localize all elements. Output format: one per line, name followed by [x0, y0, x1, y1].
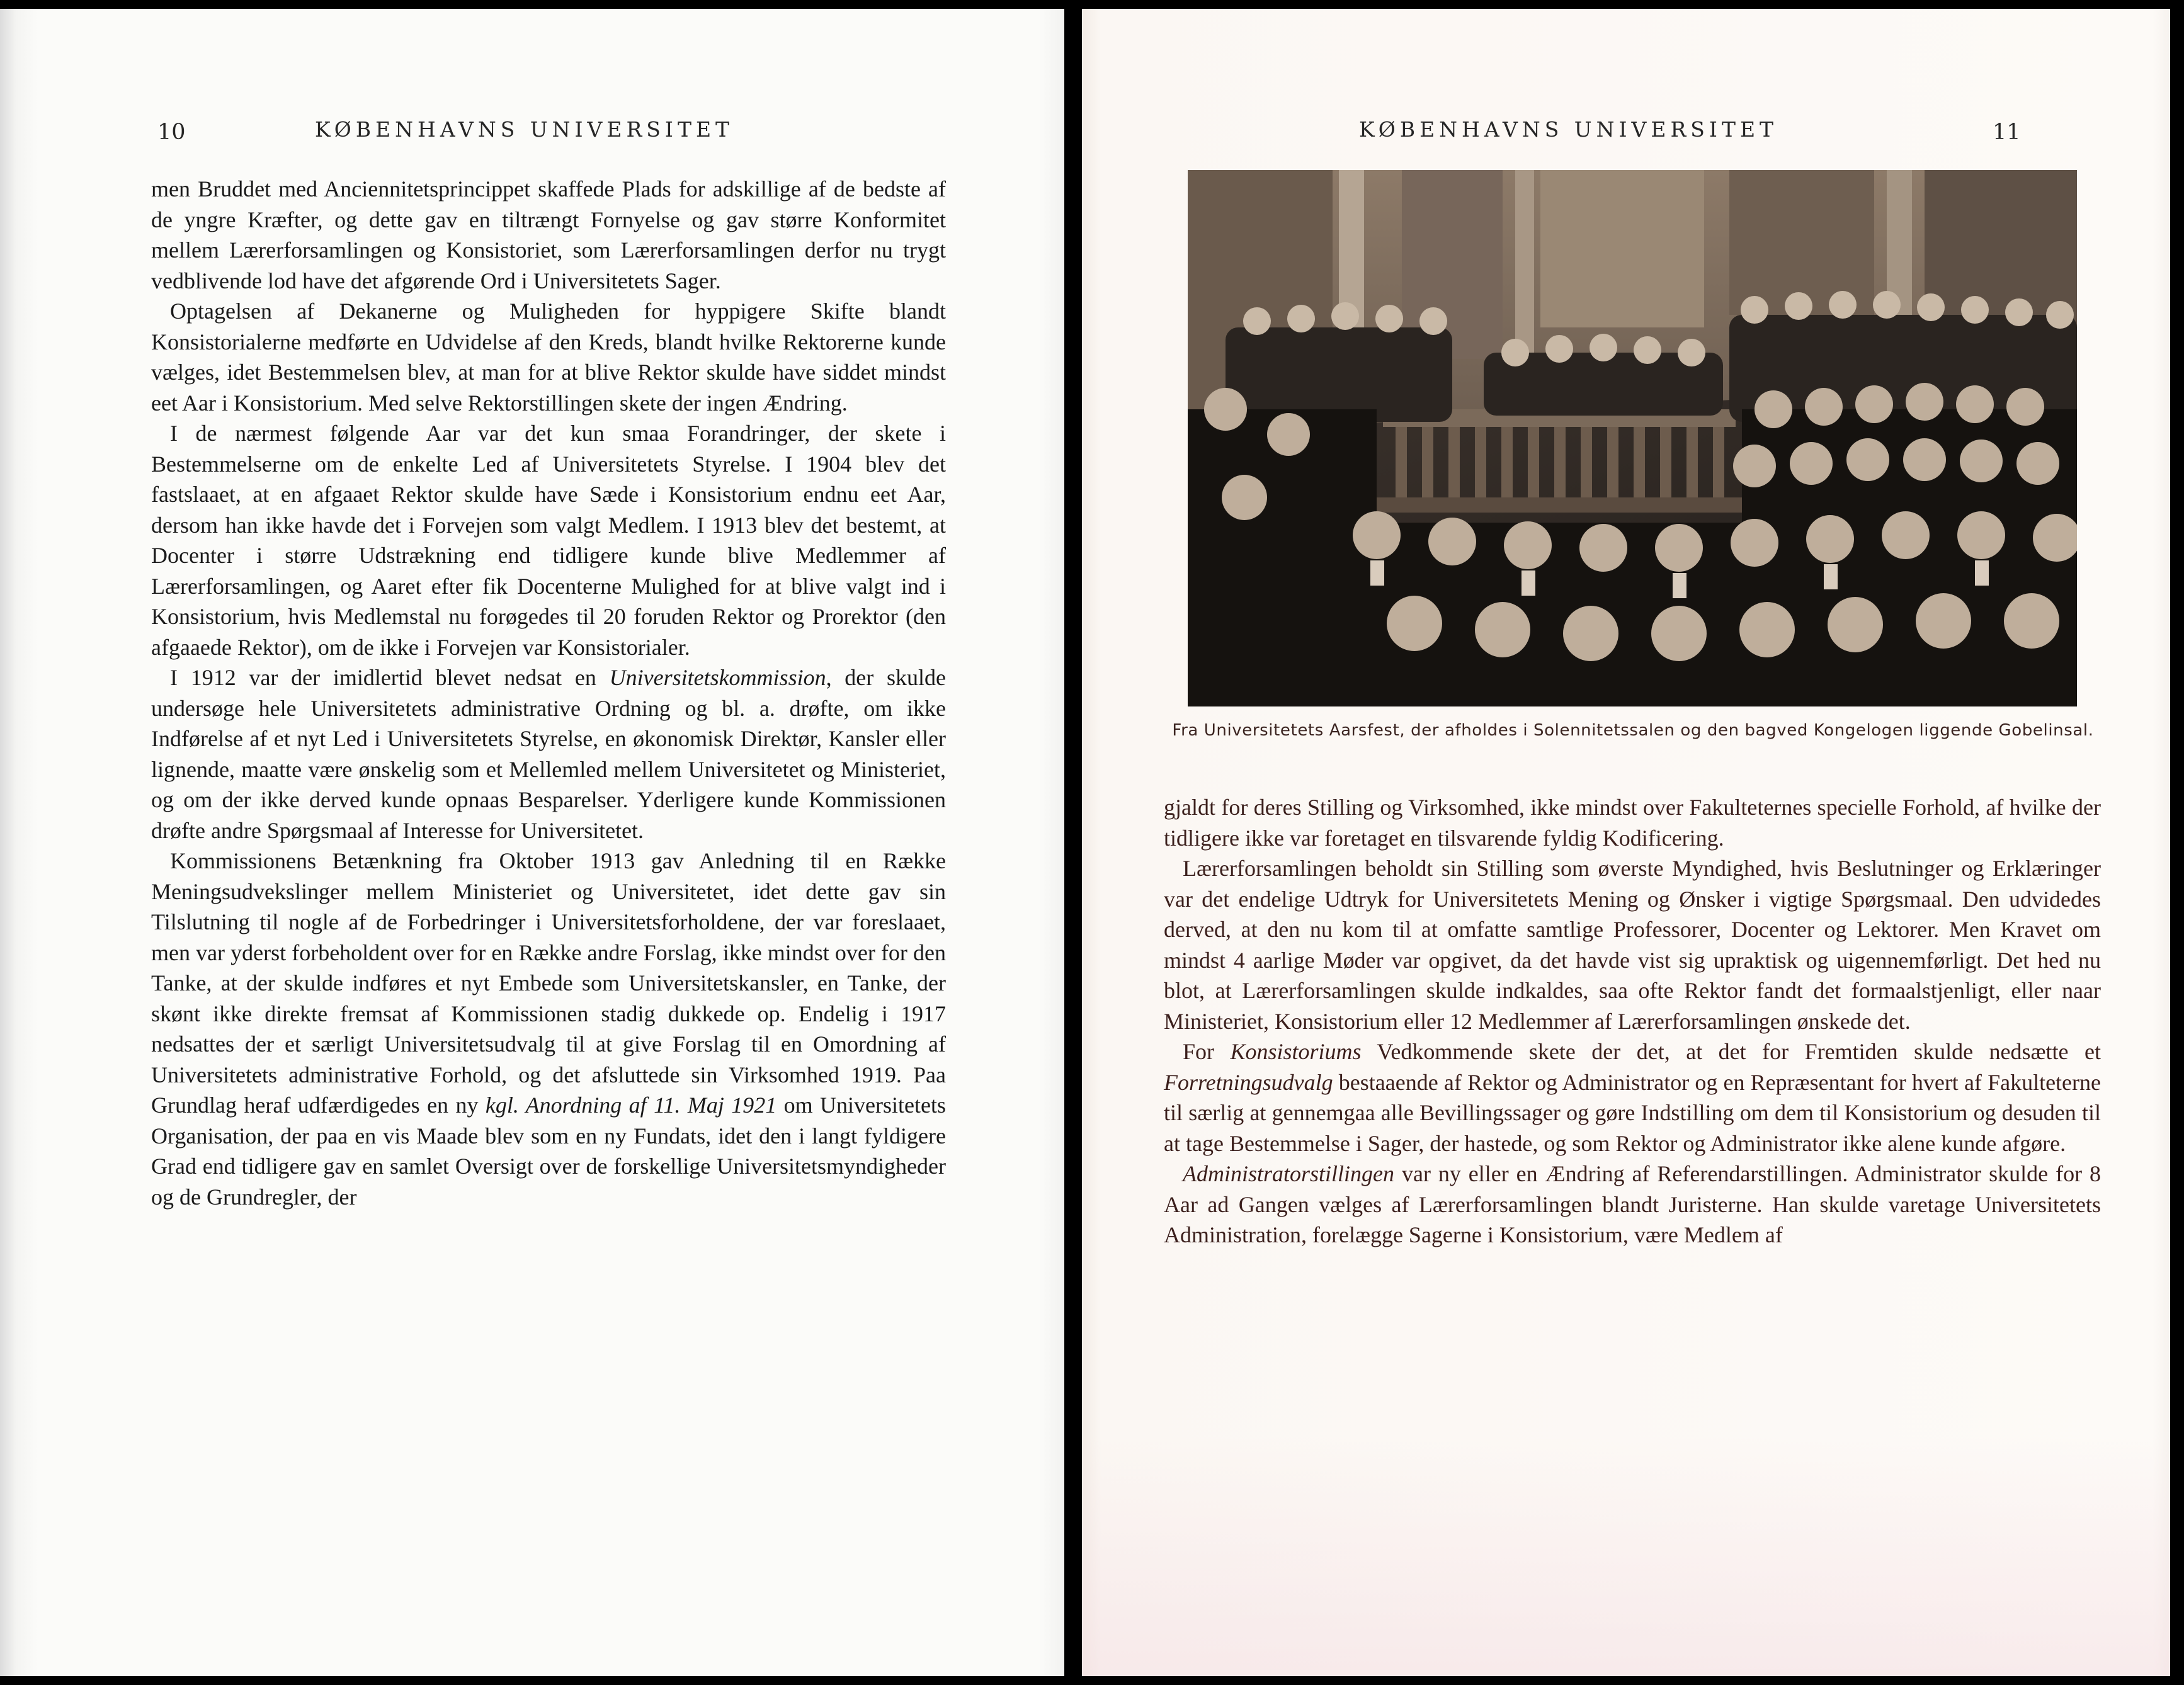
text-run: bestaaende af Rektor og Administrator og en Repræsentant for hvert af Fakulteterne til særlig at gennemgaa alle Bevillingssager og gøre Indstilling om dem til Konsistorium og desuden til at tage Bestemmelse i Sager, der hastede, og som Rektor og Administrator ikke alene kunde afgøre. [1164, 1069, 2101, 1156]
italic-term: Administratorstillingen [1183, 1161, 1395, 1186]
paragraph: Lærerforsamlingen beholdt sin Stilling som øverste Myndighed, hvis Beslutninger og Erklæringer var det endelige Udtryk for Universitetets Mening og Ønsker i vigtige Spørgsmaal. Den udvidedes derved, at den nu kom til at omfatte samtlige Professorer, Docenter og Lektorer. Men Kravet om mindst 4 aarlige Møder var opgivet, da det havde vist sig upraktisk og uigennemførligt. Det hed nu blot, at Lærerforsamlingen skulde indkaldes, saa ofte Rektor fandt det formaalstjenligt, eller naar Ministeriet, Konsistorium eller 12 Medlemmer af Lærerforsamlingen ønskede det. [1164, 856, 2101, 1034]
paragraph [151, 846, 946, 1212]
text-run: var ny eller en Ændring af Referendarstillingen. Administrator skulde for 8 Aar ad Gangen vælges af Lærerforsamlingen blandt Juristerne. Han skulde varetage Universitetets Administration, forelægge Sagerne i Konsistorium, være Medlem af [1164, 1161, 2101, 1247]
italic-term: kgl. Anordning af 11. Maj 1921 [485, 1092, 777, 1118]
book-spine [1064, 9, 1082, 1676]
photo-caption: Fra Universitetets Aarsfest, der afholdes i Solennitetssalen og den bagved Kongelogen liggende Gobelinsal. [1172, 721, 2094, 740]
paragraph [1164, 1036, 2101, 1159]
page-number-left: 10 [157, 120, 186, 145]
paragraph: gjaldt for deres Stilling og Virksomhed, ikke mindst over Fakulteternes specielle Forhold, af hvilke der tidligere ikke var foretaget en tilsvarende fyldig Kodificering. [1164, 795, 2101, 851]
italic-term: Universitetskommission [609, 665, 826, 690]
text-run: om Universitetets Organisation, der paa en vis Maade blev som en ny Fundats, idet den i langt fyldigere Grad end tidligere gav en samlet Oversigt over de forskellige Universitetsmyndigheder og de Grundregler, der [151, 1092, 946, 1210]
text-run: , der skulde undersøge hele Universitetets administrative Ordning og bl. a. drøfte, om ikke Indførelse af et nyt Led i Universitetets Styrelse, en økonomisk Direktør, Kansler eller lignende, maatte være ønskelig som et Mellemled mellem Universitetet og Ministeriet, og om der ikke derved kunde opnaas Besparelser. Yderligere kunde Kommissionen drøfte andre Spørgsmaal af Interesse for Universitetet. [151, 665, 946, 843]
running-head-right: KØBENHAVNS UNIVERSITET [1359, 117, 1778, 142]
left-body-text [151, 174, 946, 1212]
text-run: I 1912 var der imidlertid blevet nedsat en [170, 665, 610, 690]
left-page [0, 9, 1064, 1676]
running-head-left: KØBENHAVNS UNIVERSITET [315, 117, 734, 142]
right-body-text [1164, 792, 2101, 1251]
text-run: Vedkommende skete der det, at det for Fremtiden skulde nedsætte et [1361, 1039, 2101, 1064]
paragraph: men Bruddet med Anciennitetsprincippet skaffede Plads for adskillige af de bedste af de yngre Kræfter, og dette gav en tiltrængt Fornyelse og gav større Konformitet mellem Lærerforsamlingen og Konsistoriet, som Lærerforsamlingen derfor nu trygt vedblivende lod have det afgørende Ord i Universitetets Sager. [151, 176, 946, 293]
photo-illustration [1188, 170, 2077, 706]
italic-term: Konsistoriums [1230, 1039, 1362, 1064]
paragraph [1164, 1159, 2101, 1251]
page-number-right: 11 [1993, 120, 2021, 145]
page-tint [1082, 1437, 2170, 1676]
right-page [1082, 9, 2170, 1676]
ceremony-photograph [1188, 170, 2077, 706]
paragraph: I de nærmest følgende Aar var det kun smaa Forandringer, der skete i Bestemmelserne om de enkelte Led af Universitetets Styrelse. I 1904 blev det fastslaaet, at en afgaaet Rektor skulde have Sæde i Konsistorium endnu eet Aar, dersom han ikke havde det i Forvejen som valgt Medlem. I 1913 blev det bestemt, at Docenter i større Udstrækning end tidligere kunde blive Medlemmer af Lærerforsamlingen, og Aaret efter fik Docenterne Mulighed for at blive valgt ind i Konsistorium, hvis Medlemstal nu forøgedes til 20 foruden Rektor og Prorektor (den afgaaede Rektor), om de ikke i Forvejen var Konsistorialer. [151, 421, 946, 660]
paragraph [151, 662, 946, 846]
paragraph: Optagelsen af Dekanerne og Muligheden for hyppigere Skifte blandt Konsistorialerne medførte en Udvidelse af den Kreds, blandt hvilke Rektorerne kunde vælges, idet Bestemmelsen blev, at man for at blive Rektor skulde have siddet mindst eet Aar i Konsistorium. Med selve Rektorstillingen skete der ingen Ændring. [151, 298, 946, 416]
text-run: Kommissionens Betænkning fra Oktober 1913 gav Anledning til en Række Meningsudvekslinger mellem Ministeriet og Universitetet, idet dette gav sin Tilslutning til nogle af de Forbedringer i Universitetsforholdene, der var foreslaaet, men var yderst forbeholdent over for en Række andre Forslag, ikke mindst over for den Tanke, at der skulde indføres et nyt Embede som Universitetskansler, en Tanke, der skønt ikke direkte fremsat af Kommissionen stadig dukkede op. Endelig i 1917 nedsattes der et særligt Universitetsudvalg til at give Forslag til en Omordning af Universitetets administrative Forhold, og det afsluttede sin Virksomhed 1919. Paa Grundlag heraf udfærdigedes en ny [151, 848, 946, 1118]
text-run: For [1183, 1039, 1231, 1064]
italic-term: Forretningsudvalg [1164, 1069, 1333, 1095]
